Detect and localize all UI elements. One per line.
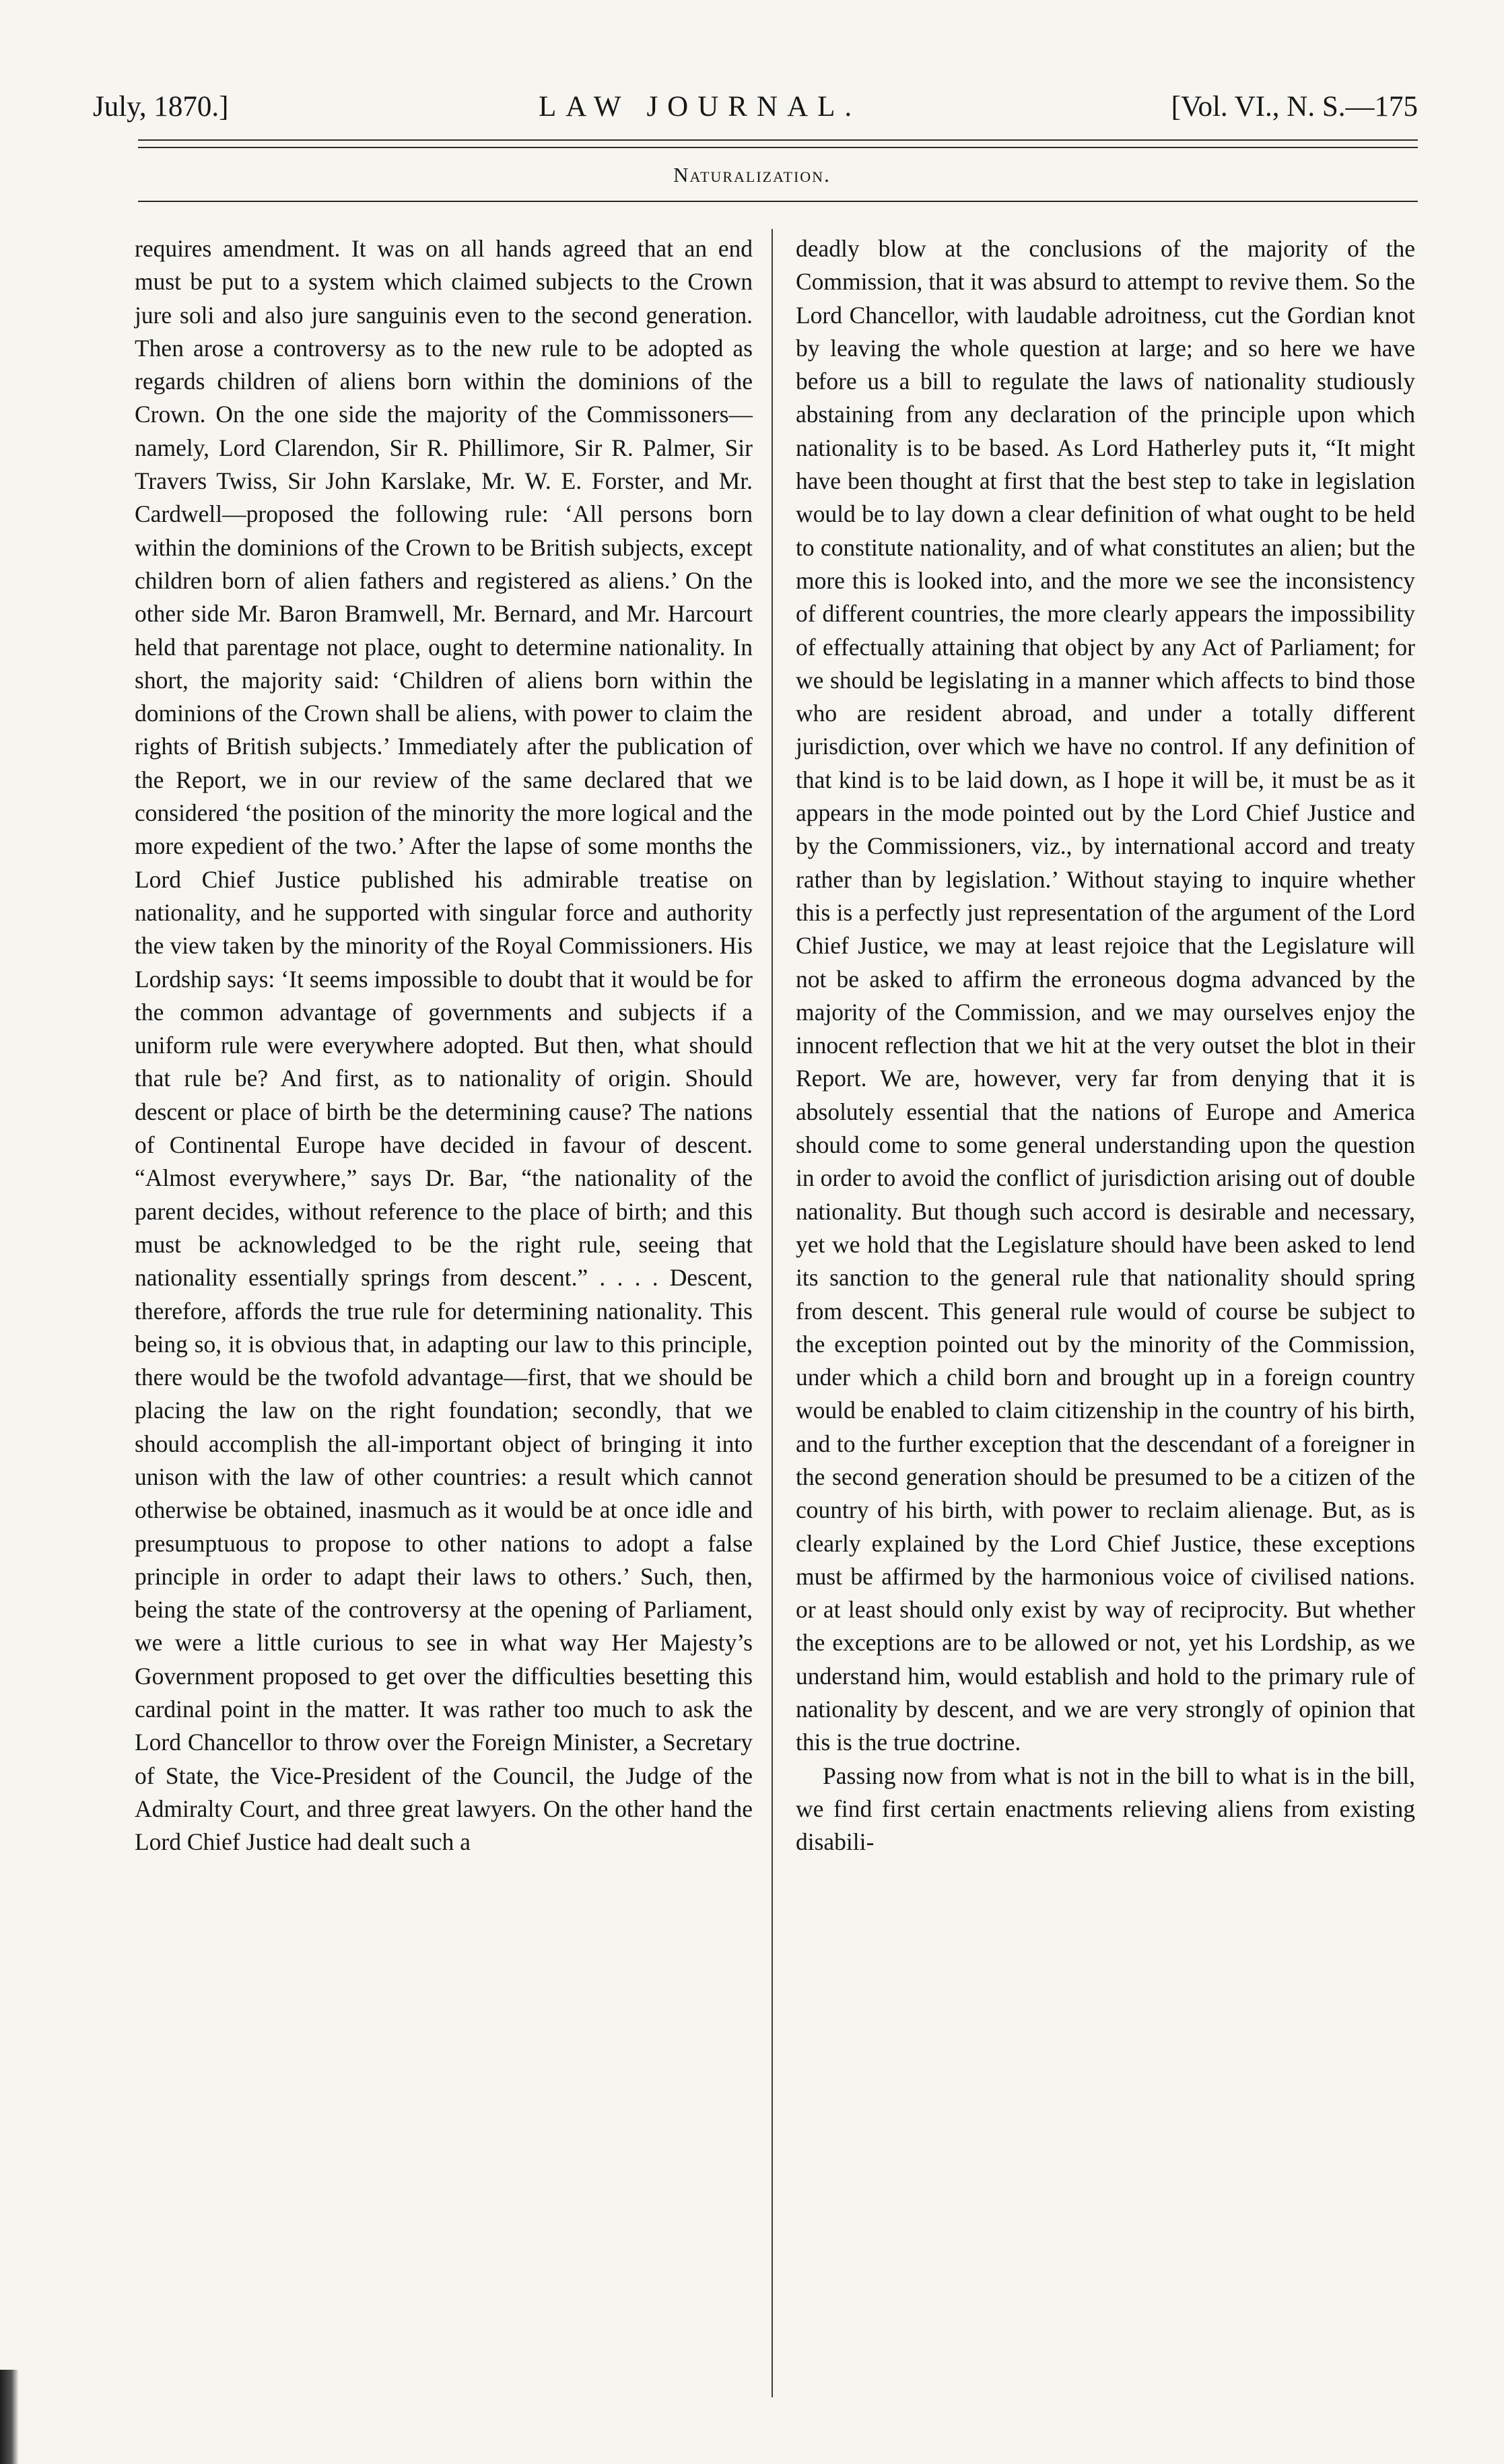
right-column-paragraph-1: deadly blow at the conclusions of the majority of the Commission, that it was absurd to attempt to revive them. So the Lord Chancellor, with laudable adroitness, cut the Gordian knot by leaving the whole question at large; and so here we have before us a bill to regulate the laws of nationality studiously abstaining from any declaration of the principle upon which nationality is to be based. As Lord Hatherley puts it, “It might have been thought at first that the best step to take in legislation would be to lay down a clear definition of what ought to be held to constitute nationality, and of what constitutes an alien; but the more this is looked into, and the more we see the inconsistency of different countries, the more clearly appears the impossibility of effectually attaining that object by any Act of Parliament; for we should be legislating in a manner which affects to bind those who are resident abroad, and under a totally different jurisdiction, over which we have no control. If any definition of that kind is to be laid down, as I hope it will be, it must be as it appears in the mode pointed out by the Lord Chief Justice and by the Commissioners, viz., by international accord and treaty rather than by legislation.’ Without staying to inquire whether this is a perfectly just representation of the argument of the Lord Chief Justice, we may at least rejoice that the Legislature will not be asked to affirm the erroneous dogma advanced by the majority of the Commission, and we may ourselves enjoy the innocent reflection that we hit at the very outset the blot in their Report. We are, however, very far from denying that it is absolutely essential that the nations of Europe and America should come to some general understanding upon the question in order to avoid the conflict of jurisdiction arising out of double nationality. But though such accord is desirable and necessary, yet we hold that the Legislature should have been asked to lend its sanction to the general rule that nationality should spring from descent. This general rule would of course be subject to the exception pointed out by the minority of the Commission, under which a child born and brought up in a foreign country would be enabled to claim citizenship in the country of his birth, and to the further exception that the descendant of a foreigner in the second generation should be presumed to be a citizen of the country of his birth, with power to reclaim alienage. But, as is clearly explained by the Lord Chief Justice, these exceptions must be affirmed by the harmonious voice of civilised nations. or at least should only exist by way of reciprocity. But whether the exceptions are to be allowed or not, yet his Lordship, as we understand him, would establish and hold to the primary rule of nationality by descent, and we are very strongly of opinion that this is the true doctrine. (796, 235, 1415, 1756)
running-header (93, 90, 1418, 128)
binding-edge (0, 2370, 19, 2464)
column-divider (772, 229, 773, 2397)
section-rule (138, 201, 1418, 202)
section-title: Naturalization. (673, 163, 831, 187)
header-volume: [Vol. VI., N. S.—175 (1171, 91, 1418, 123)
left-column-text: requires amendment. It was on all hands agreed that an end must be put to a system which claimed subjects to the Crown jure soli and also jure sanguinis even to the second generation. Then arose a controversy as to the new rule to be adopted as regards children of aliens born within the dominions of the Crown. On the one side the majority of the Commissoners—namely, Lord Clarendon, Sir R. Phillimore, Sir R. Palmer, Sir Travers Twiss, Sir John Karslake, Mr. W. E. Forster, and Mr. Cardwell—proposed the following rule: ‘All persons born within the dominions of the Crown to be British subjects, except children born of alien fathers and registered as aliens.’ On the other side Mr. Baron Bramwell, Mr. Bernard, and Mr. Harcourt held that parentage not place, ought to determine nationality. In short, the majority said: ‘Children of aliens born within the dominions of the Crown shall be aliens, with power to claim the rights of British subjects.’ Immediately after the publication of the Report, we in our review of the same declared that we considered ‘the position of the minority the more logical and the more expedient of the two.’ After the lapse of some months the Lord Chief Justice published his admirable treatise on nationality, and he supported with singular force and authority the view taken by the minority of the Royal Commissioners. His Lordship says: ‘It seems impossible to doubt that it would be for the common advantage of governments and subjects if a uniform rule were everywhere adopted. But then, what should that rule be? And first, as to nationality of origin. Should descent or place of birth be the determining cause? The nations of Continental Europe have decided in favour of descent. “Almost everywhere,” says Dr. Bar, “the nationality of the parent decides, without reference to the place of birth; and this must be acknowledged to be the right rule, seeing that nationality essentially springs from descent.” . . . . Descent, therefore, affords the true rule for determining nationality. This being so, it is obvious that, in adapting our law to this principle, there would be the twofold advantage—first, that we should be placing the law on the right foundation; secondly, that we should accomplish the all-important object of bringing it into unison with the law of other countries: a result which cannot otherwise be obtained, inasmuch as it would be at once idle and presumptuous to propose to other nations to adopt a false principle in order to adapt their laws to others.’ Such, then, being the state of the controversy at the opening of Parliament, we were a little curious to see in what way Her Majesty’s Government proposed to get over the difficulties besetting this cardinal point in the matter. It was rather too much to ask the Lord Chancellor to throw over the Foreign Minister, a Secretary of State, the Vice-President of the Council, the Judge of the Admiralty Court, and three great lawyers. On the other hand the Lord Chief Justice had dealt such a (135, 235, 753, 1856)
header-double-rule (138, 139, 1418, 148)
right-column (796, 232, 1415, 1859)
header-journal-title: LAW JOURNAL. (539, 91, 862, 123)
right-column-paragraph-2: Passing now from what is not in the bill to what is in the bill, we find first certain enactments relieving aliens from existing disabili- (796, 1762, 1415, 1856)
left-column (135, 232, 753, 1859)
header-date: July, 1870.] (93, 91, 229, 123)
